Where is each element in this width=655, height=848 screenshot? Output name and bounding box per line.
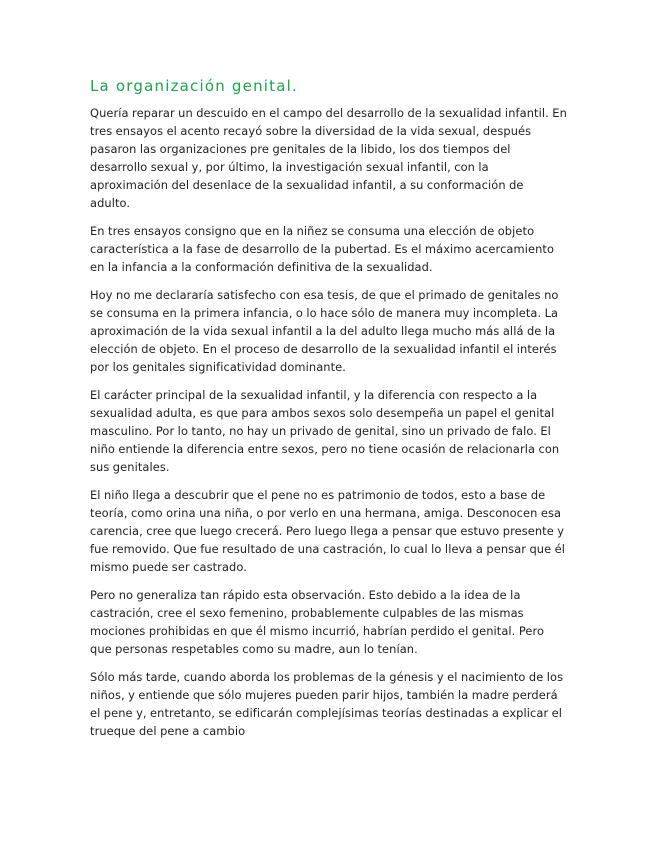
paragraph-5: El niño llega a descubrir que el pene no es patrimonio de todos, esto a base de teoría, como orina una niña, o por verlo en una hermana, amiga. Desconocen esa carencia, cree que luego crecerá. Pero luego llega a pensar que estuvo presente y fue removido. Que fue resultado de una castración, lo cual lo lleva a pensar que él mismo puede ser castrado. (90, 488, 566, 574)
paragraph-1: Quería reparar un descuido en el campo del desarrollo de la sexualidad infantil. En tres ensayos el acento recayó sobre la diversidad de la vida sexual, después pasaron las organizaciones pre genitales de la libido, los dos tiempos del desarrollo sexual y, por último, la investigación sexual infantil, con la aproximación del desenlace de la sexualidad infantil, a su conformación de adulto. (90, 106, 567, 210)
paragraph-2: En tres ensayos consigno que en la niñez se consuma una elección de objeto característica a la fase de desarrollo de la pubertad. Es el máximo acercamiento en la infancia a la conformación definitiva de la sexualidad. (90, 224, 555, 274)
paragraph-3: Hoy no me declararía satisfecho con esa tesis, de que el primado de genitales no se consuma en la primera infancia, o lo hace sólo de manera muy incompleta. La aproximación de la vida sexual infantil a la del adulto llega mucho más allá de la elección de objeto. En el proceso de desarrollo de la sexualidad infantil el interés por los genitales significatividad dominante. (90, 288, 559, 374)
paragraph-7: Sólo más tarde, cuando aborda los problemas de la génesis y el nacimiento de los niños, y entiende que sólo mujeres pueden parir hijos, también la madre perderá el pene y, entretanto, se edificarán complejísimas teorías destinadas a explicar el trueque del pene a cambio (90, 670, 564, 738)
paragraph-4: El carácter principal de la sexualidad infantil, y la diferencia con respecto a la sexualidad adulta, es que para ambos sexos solo desempeña un papel el genital masculino. Por lo tanto, no hay un privado de genital, sino un privado de falo. El niño entiende la diferencia entre sexos, pero no tiene ocasión de relacionarla con sus genitales. (90, 388, 560, 474)
paragraph-6: Pero no generaliza tan rápido esta observación. Esto debido a la idea de la castración, cree el sexo femenino, probablemente culpables de las mismas mociones prohibidas en que él mismo incurrió, habrían perdido el genital. Pero que personas respetables como su madre, aun lo tenían. (90, 588, 545, 656)
document-title: La organización genital. (90, 77, 298, 95)
document-content (90, 76, 567, 750)
